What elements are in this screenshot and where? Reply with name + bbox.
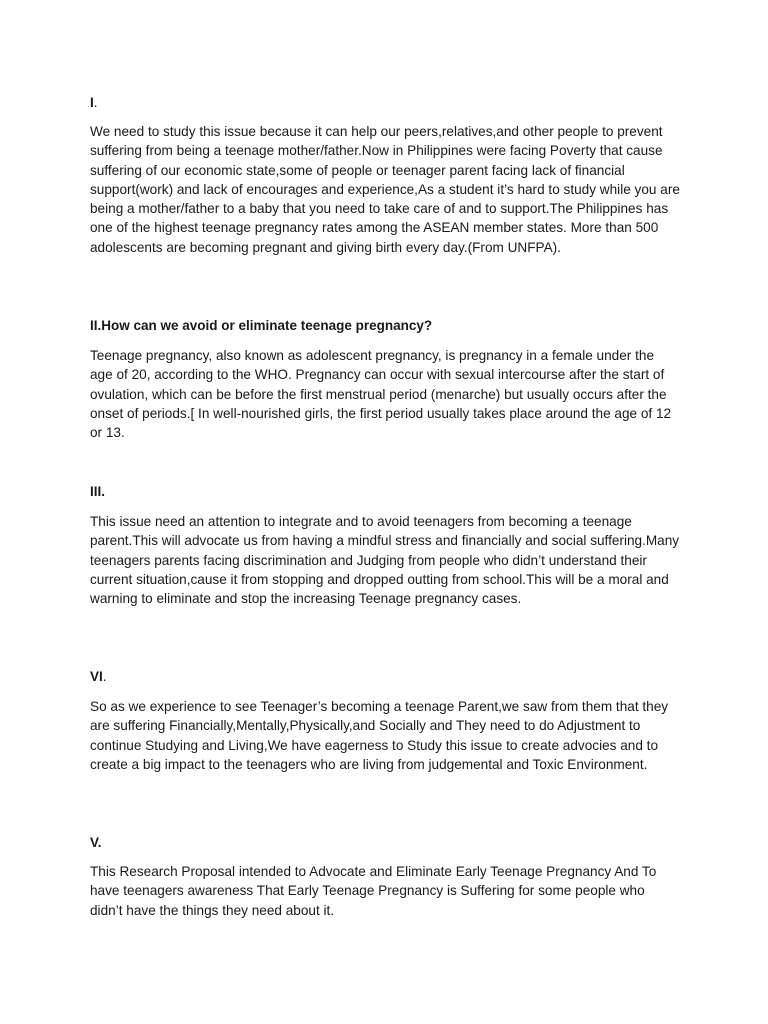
section-4-body: So as we experience to see Teenager’s becoming a teenage Parent,we saw from them that they are suffering Financially,Mentally,Physically,and Socially and They need to do Adjustment to continue Studying and Living,We have eagerness to Study this issue to create advocies and to create a big impact to the teenagers who are living from judgemental and Toxic Environment. (90, 699, 669, 772)
section-2-body: Teenage pregnancy, also known as adolescent pregnancy, is pregnancy in a female under the age of 20, according to the WHO. Pregnancy can occur with sexual intercourse after the start of ovulation, which can be before the first menstrual period (menarche) but usually occurs after the onset of periods.[ In well-nourished girls, the first period usually takes place around the age of 12 or 13. (90, 348, 672, 441)
section-1-heading-text: I (90, 95, 94, 110)
section-1-heading (90, 93, 98, 112)
section-2-heading (90, 316, 432, 335)
section-5-body: This Research Proposal intended to Advocate and Eliminate Early Teenage Pregnancy And To have teenagers awareness That Early Teenage Pregnancy is Suffering for some people who didn’t have the things they need about it. (90, 864, 657, 918)
section-4-heading-text: VI (90, 669, 103, 684)
section-1-heading-suffix: . (93, 95, 98, 110)
section-2-heading-text: II.How can we avoid or eliminate teenage pregnancy? (90, 318, 433, 333)
section-3-heading-text: III. (90, 484, 106, 499)
section-3-body: This issue need an attention to integrate and to avoid teenagers from becoming a teenage parent.This will advocate us from having a mindful stress and financially and social suffering.Many teenagers parents facing discrimination and Judging from people who didn’t understand their current situation,cause it from stopping and dropped outting from school.This will be a moral and warning to eliminate and stop the increasing Teenage pregnancy cases. (90, 514, 680, 607)
section-3-heading (90, 482, 105, 501)
section-5-heading (90, 833, 102, 852)
section-4-heading-suffix: . (102, 669, 107, 684)
section-1-body: We need to study this issue because it can help our peers,relatives,and other people to prevent suffering from being a teenage mother/father.Now in Philippines were facing Poverty that cause suffering of our economic state,some of people or teenager parent facing lack of financial support(work) and lack of encourages and experience,As a student it’s hard to study while you are being a mother/father to a baby that you need to take care of and to support.The Philippines has one of the highest teenage pregnancy rates among the ASEAN member states. More than 500 adolescents are becoming pregnant and giving birth every day.(From UNFPA). (90, 124, 680, 255)
section-4-heading (90, 667, 107, 686)
section-5-heading-text: V. (90, 835, 102, 850)
